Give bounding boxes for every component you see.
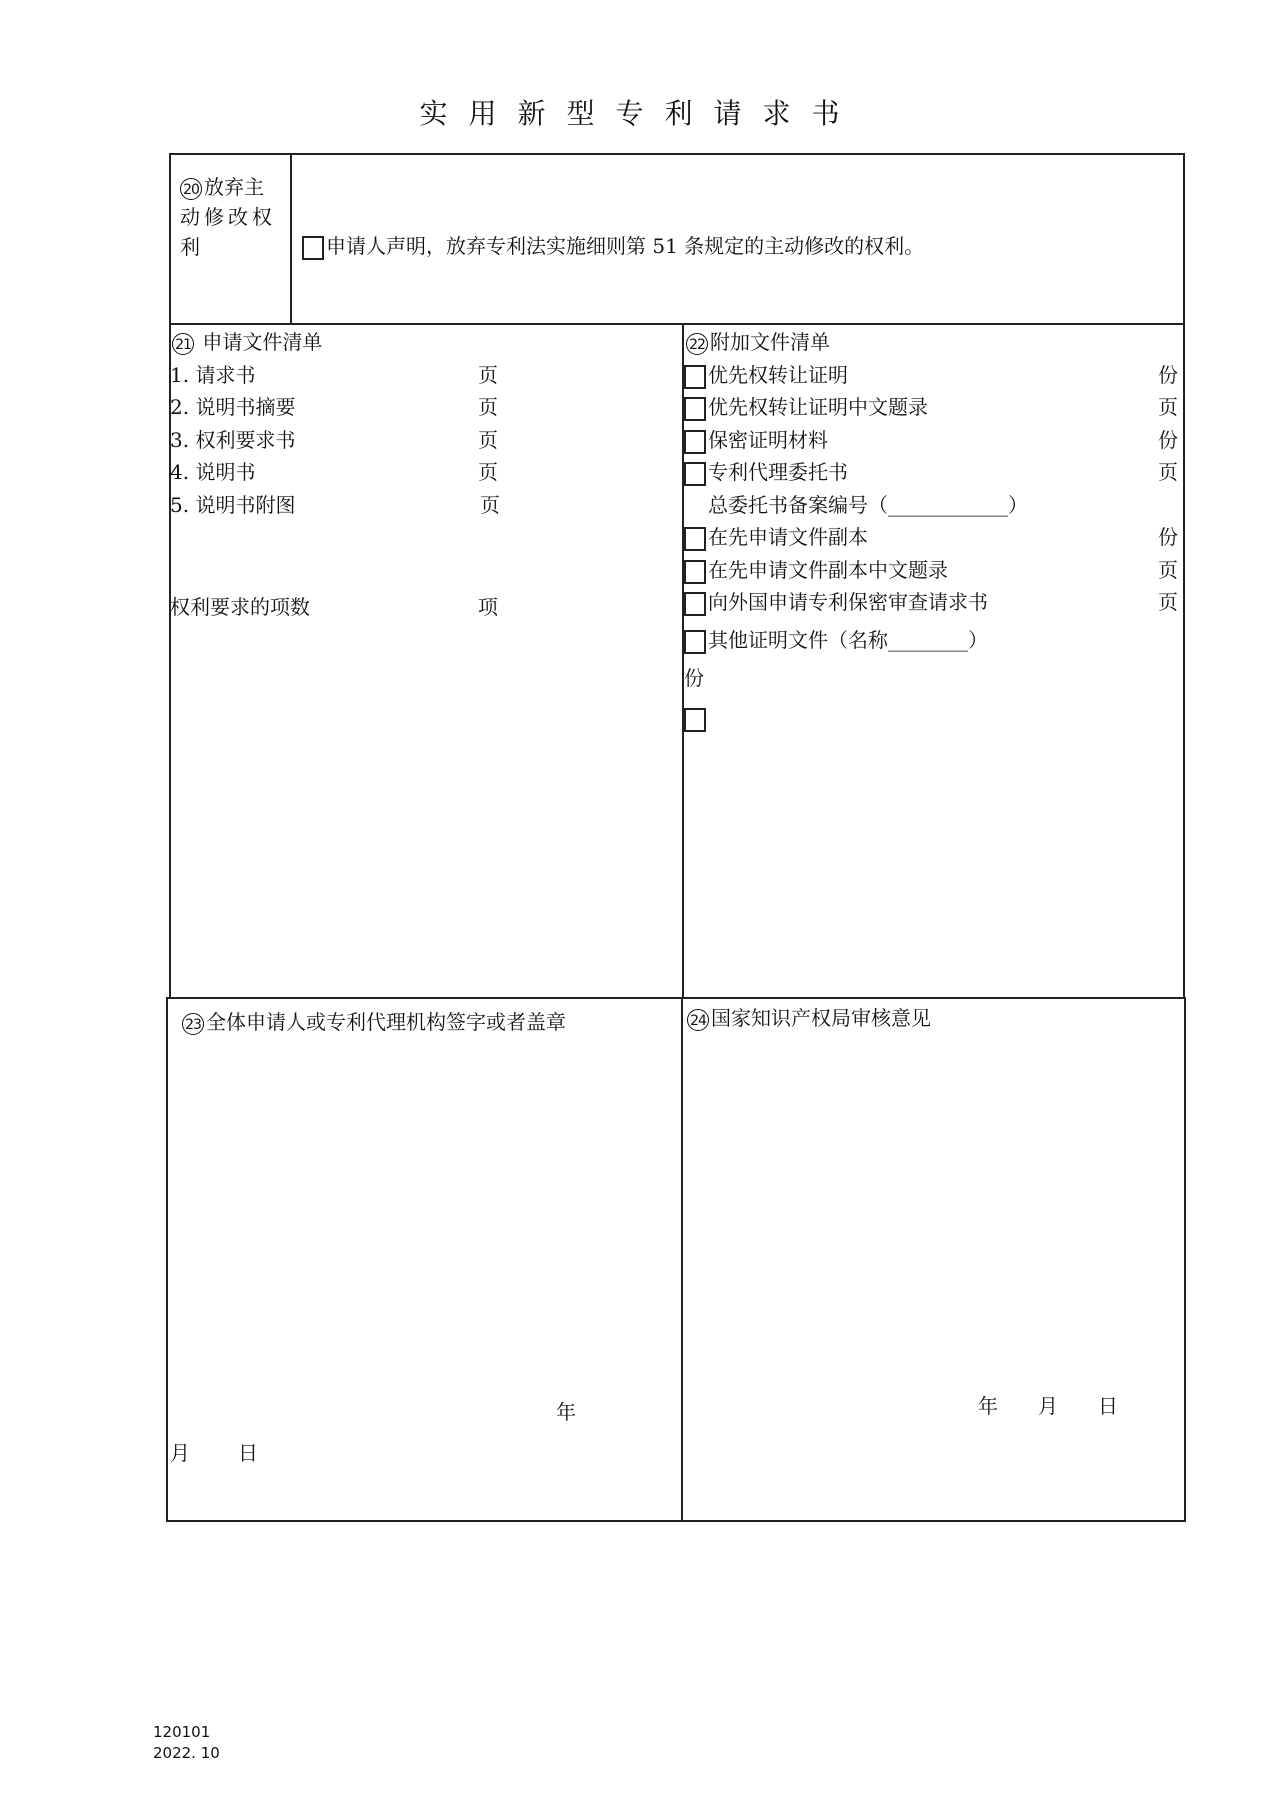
claims-count-unit: 项 [478, 595, 498, 619]
additional-doc-item[interactable]: 专利代理委托书 [684, 460, 848, 486]
unit-label: 页 [1158, 590, 1178, 614]
review-date: 年 月 日 [978, 1394, 1118, 1418]
application-doc-item: 4. 说明书 [170, 460, 256, 484]
extra-option[interactable] [684, 706, 708, 732]
additional-doc-item[interactable]: 在先申请文件副本 [684, 525, 868, 551]
section-number-badge: 20 [180, 178, 202, 200]
application-doc-item: 1. 请求书 [170, 363, 256, 387]
checkbox[interactable] [684, 708, 706, 732]
page-title: 实用新型专利请求书 [419, 97, 861, 130]
waive-amendment-option[interactable] [302, 234, 924, 260]
signature-month: 月 [170, 1441, 190, 1465]
unit-label: 页 [1158, 558, 1178, 582]
unit-label: 页 [478, 363, 498, 387]
unit-label: 页 [478, 395, 498, 419]
application-doc-item: 2. 说明书摘要 [170, 395, 296, 419]
additional-doc-item[interactable]: 在先申请文件副本中文题录 [684, 558, 948, 584]
general-power-record-number: 总委托书备案编号（____________） [708, 493, 1028, 517]
form-version: 2022. 10 [153, 1744, 220, 1762]
divider [290, 153, 292, 325]
unit-label: 页 [480, 493, 500, 517]
section-23-24-container [166, 997, 1186, 1522]
section-24-heading: 24 国家知识产权局审核意见 [687, 1006, 931, 1031]
checkbox[interactable] [684, 592, 706, 616]
application-doc-item: 5. 说明书附图 [170, 493, 296, 517]
divider [681, 997, 683, 1522]
checkbox[interactable] [684, 397, 706, 421]
additional-doc-item[interactable]: 向外国申请专利保密审查请求书 [684, 590, 988, 616]
checkbox[interactable] [684, 365, 706, 389]
checkbox[interactable] [684, 630, 706, 654]
form-code: 120101 [153, 1723, 211, 1741]
additional-doc-item[interactable]: 优先权转让证明 [684, 363, 848, 389]
divider [682, 323, 684, 999]
waive-amendment-text: 申请人声明，放弃专利法实施细则第 51 条规定的主动修改的权利。 [326, 234, 925, 258]
additional-doc-item[interactable]: 其他证明文件（名称________） [684, 628, 988, 654]
unit-label: 份 [684, 666, 704, 690]
signature-day: 日 [238, 1441, 258, 1465]
checkbox[interactable] [684, 430, 706, 454]
section-22-heading: 22 附加文件清单 [686, 330, 830, 355]
additional-doc-item[interactable]: 优先权转让证明中文题录 [684, 395, 928, 421]
section-21-22-container [169, 323, 1185, 999]
unit-label: 份 [1158, 525, 1178, 549]
unit-label: 份 [1158, 428, 1178, 452]
application-doc-item: 3. 权利要求书 [170, 428, 296, 452]
unit-label: 份 [1158, 363, 1178, 387]
unit-label: 页 [478, 460, 498, 484]
unit-label: 页 [1158, 460, 1178, 484]
section-23-heading: 23 全体申请人或专利代理机构签字或者盖章 [182, 1010, 566, 1035]
waive-amendment-checkbox[interactable] [302, 236, 324, 260]
claims-count-label: 权利要求的项数 [170, 595, 310, 619]
additional-doc-item[interactable]: 保密证明材料 [684, 428, 828, 454]
section-20-label: 20 放弃主 动修改权 利 [180, 175, 276, 259]
checkbox[interactable] [684, 560, 706, 584]
checkbox[interactable] [684, 527, 706, 551]
unit-label: 页 [478, 428, 498, 452]
unit-label: 页 [1158, 395, 1178, 419]
checkbox[interactable] [684, 462, 706, 486]
section-21-heading: 21 申请文件清单 [172, 330, 322, 355]
signature-year: 年 [556, 1400, 576, 1424]
